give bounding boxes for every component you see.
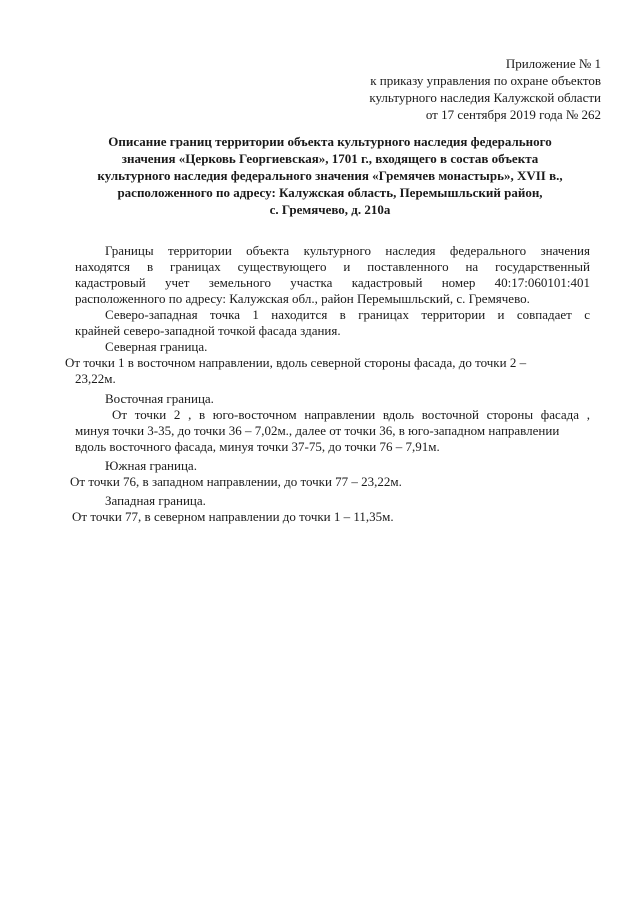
west-boundary-heading: Западная граница. — [105, 493, 206, 508]
east-boundary-line: вдоль восточного фасада, минуя точки 37-75, до точки 76 – 7,91м. — [75, 439, 440, 454]
south-boundary-line: От точки 76, в западном направлении, до точки 77 – 23,22м. — [70, 474, 402, 489]
north-boundary-line: 23,22м. — [75, 371, 116, 386]
appendix-date: от 17 сентября 2019 года № 262 — [425, 107, 601, 122]
title-line: культурного наследия федерального значения «Гремячев монастырь», XVII в., — [97, 168, 563, 183]
west-boundary-line: От точки 77, в северном направлении до точки 1 – 11,35м. — [72, 509, 394, 524]
document-title — [70, 133, 590, 218]
intro-line: расположенного по адресу: Калужская обл., район Перемышльский, с. Гремячево. — [75, 291, 530, 306]
appendix-number: Приложение № 1 — [505, 56, 601, 71]
north-boundary-section — [65, 339, 590, 387]
document-body — [65, 243, 590, 525]
appendix-header — [369, 55, 601, 123]
east-boundary-line: минуя точки 3-35, до точки 36 – 7,02м., далее от точки 36, в юго-западном направлении — [75, 423, 560, 438]
appendix-order-ref: к приказу управления по охране объектов — [370, 73, 601, 88]
title-line: расположенного по адресу: Калужская область, Перемышльский район, — [117, 185, 543, 200]
intro-line: Границы территории объекта культурного наследия федерального значения — [105, 243, 590, 258]
intro-paragraph — [75, 243, 590, 307]
title-line: Описание границ территории объекта культурного наследия федерального — [108, 134, 552, 149]
intro-line: кадастровый учет земельного участка кадастровый номер 40:17:060101:401 — [75, 275, 590, 290]
north-boundary-heading: Северная граница. — [105, 339, 208, 354]
title-line: значения «Церковь Георгиевская», 1701 г., входящего в состав объекта — [121, 151, 539, 166]
south-boundary-heading: Южная граница. — [105, 458, 197, 473]
northwest-point-paragraph — [75, 307, 590, 339]
northwest-line: крайней северо-западной точкой фасада здания. — [75, 323, 341, 338]
appendix-authority: культурного наследия Калужской области — [369, 90, 601, 105]
east-boundary-heading: Восточная граница. — [105, 391, 214, 406]
east-boundary-line: От точки 2 , в юго-восточном направлении вдоль восточной стороны фасада , — [112, 407, 590, 422]
north-boundary-line: От точки 1 в восточном направлении, вдоль северной стороны фасада, до точки 2 – — [65, 355, 527, 370]
west-boundary-section — [72, 493, 590, 525]
northwest-line: Северо-западная точка 1 находится в границах территории и совпадает с — [105, 307, 590, 322]
title-line: с. Гремячево, д. 210а — [269, 202, 391, 217]
east-boundary-section — [75, 391, 590, 455]
intro-line: находятся в границах существующего и поставленного на государственный — [75, 259, 590, 274]
south-boundary-section — [70, 458, 590, 490]
